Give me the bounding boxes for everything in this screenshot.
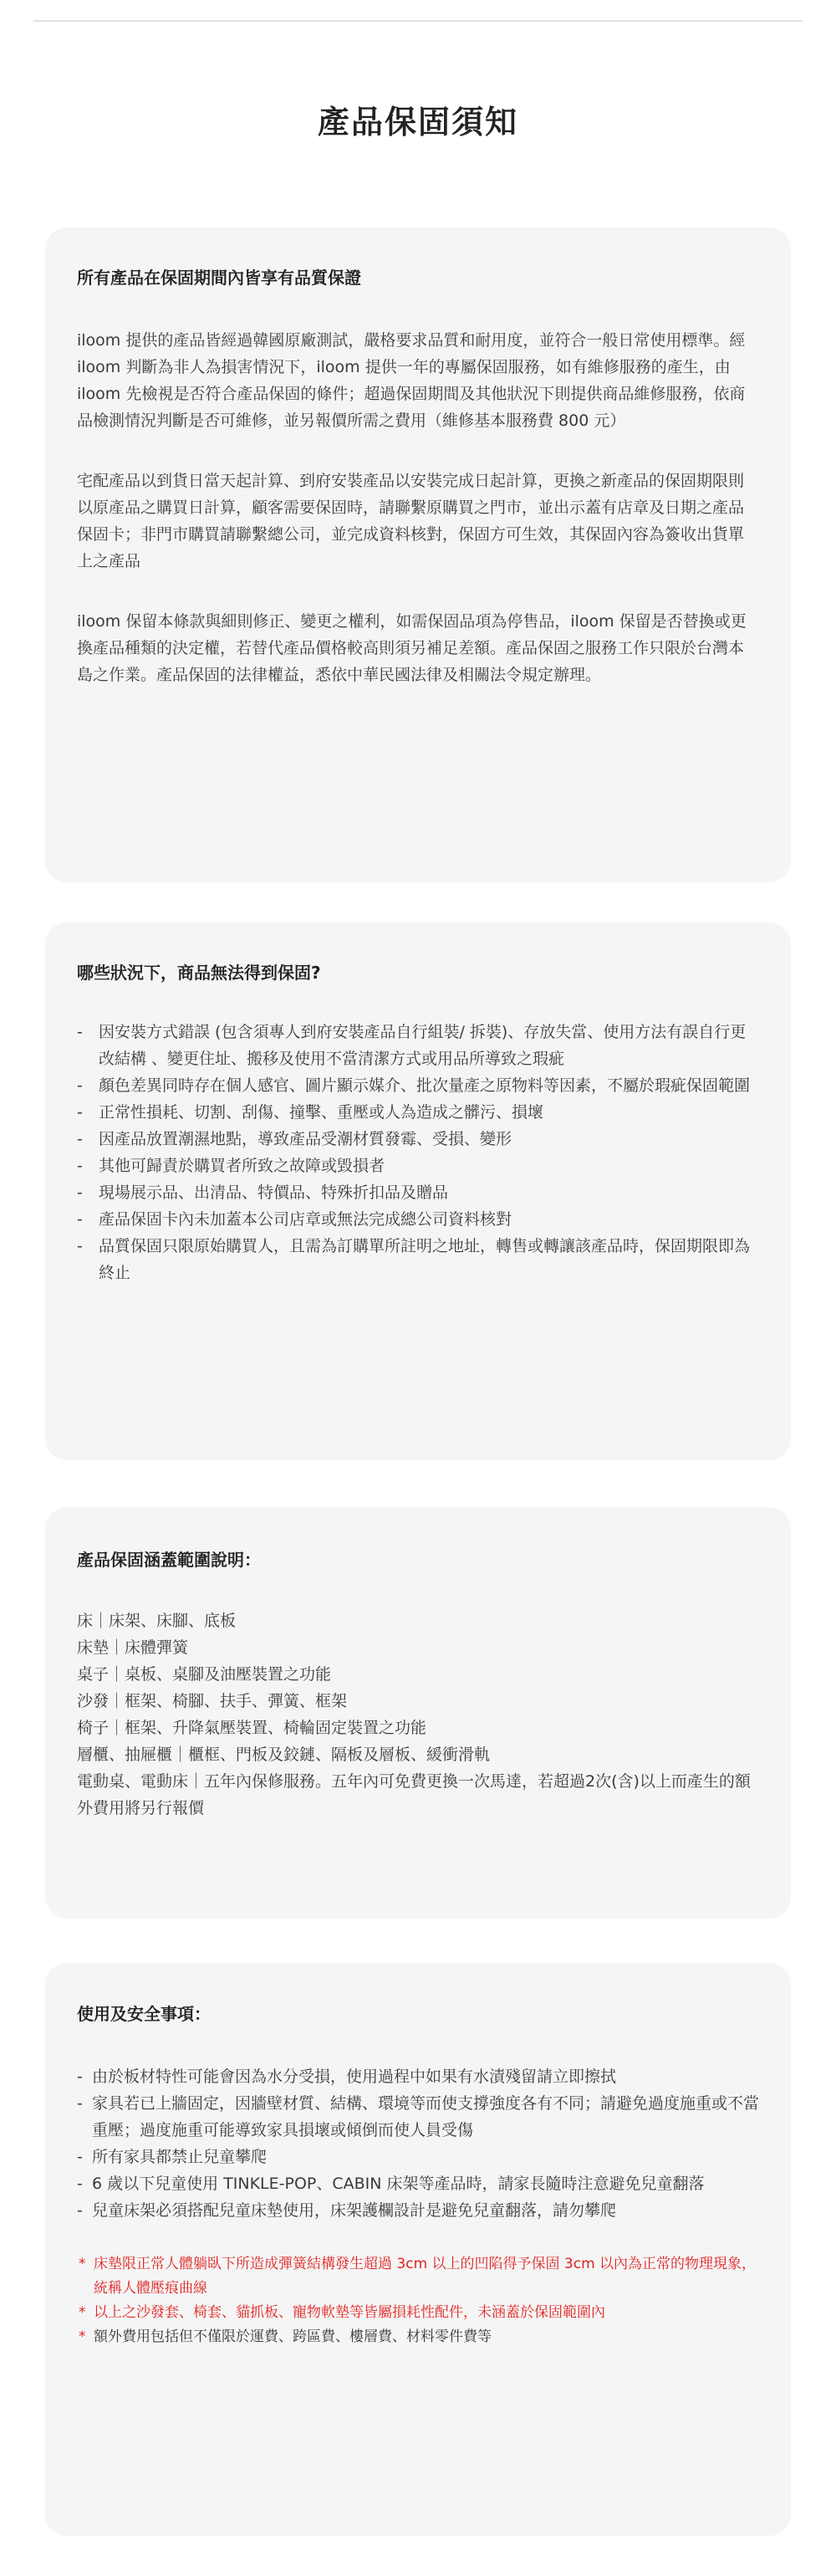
list-item: - 由於板材特性可能會因為水分受損，使用過程中如果有水漬殘留請立即擦拭: [77, 2063, 759, 2090]
list-item: - 產品保固卡內未加蓋本公司店章或無法完成總公司資料核對: [77, 1206, 759, 1233]
paragraph: iloom 保留本條款與細則修正、變更之權利，如需保固品項為停售品，iloom 保留是否替換或更換產品種類的決定權，若替代產品價格較高則須另補足差額。產品保固之服務工作只限於台灣本島之作業。產品保固的法律權益，悉依中華民國法律及相關法令規定辦理。: [77, 612, 747, 684]
note-item: * 額外費用包括但不僅限於運費、跨區費、樓層費、材料零件費等: [77, 2325, 759, 2349]
section-heading: 使用及安全事項：: [77, 2004, 211, 2024]
usage-safety-section: [45, 1963, 791, 2536]
exclusion-list: [77, 1019, 759, 1286]
safety-list: [77, 2063, 759, 2224]
warranty-exclusions-section: [45, 923, 791, 1460]
warranty-quality-section: [45, 227, 791, 882]
list-item: 沙發｜框架、椅腳、扶手、彈簧、框架: [77, 1692, 348, 1710]
list-item: 桌子｜桌板、桌腳及油壓裝置之功能: [77, 1665, 332, 1684]
list-item: - 正常性損耗、切割、刮傷、撞擊、重壓或人為造成之髒污、損壞: [77, 1099, 759, 1126]
list-item: - 兒童床架必須搭配兒童床墊使用，床架護欄設計是避免兒童翻落，請勿攀爬: [77, 2197, 759, 2224]
paragraph: 宅配產品以到貨日當天起計算、到府安裝產品以安裝完成日起計算，更換之新產品的保固期限則以原產品之購買日計算，顧客需要保固時，請聯繫原購買之門市，並出示蓋有店章及日期之產品保固卡；非門市購買請聯繫總公司，並完成資料核對，保固方可生效，其保固內容為簽收出貨單上之產品: [77, 472, 745, 570]
list-item: 床墊｜床體彈簧: [77, 1638, 189, 1657]
list-item: - 品質保固只限原始購買人，且需為訂購單所註明之地址，轉售或轉讓該產品時，保固期限即為終止: [77, 1233, 759, 1286]
note-item: * 以上之沙發套、椅套、貓抓板、寵物軟墊等皆屬損耗性配件，未涵蓋於保固範圍內: [77, 2301, 759, 2325]
notes-list: [77, 2252, 759, 2349]
list-item: - 6 歲以下兒童使用 TINKLE-POP、CABIN 床架等產品時，請家長隨時注意避免兒童翻落: [77, 2170, 759, 2197]
list-item: - 顏色差異同時存在個人感官、圖片顯示媒介、批次量產之原物料等因素，不屬於瑕疵保固範圍: [77, 1072, 759, 1099]
list-item: - 家具若已上牆固定，因牆壁材質、結構、環境等而使支撐強度各有不同；請避免過度施重或不當重壓；過度施重可能導致家具損壞或傾倒而使人員受傷: [77, 2090, 759, 2144]
list-item: - 因安裝方式錯誤 (包含須專人到府安裝產品自行組裝/ 拆裝)、存放失當、使用方法有誤自行更改結構 、變更住址、搬移及使用不當清潔方式或用品所導致之瑕疵: [77, 1019, 759, 1072]
page-title: 產品保固須知: [317, 104, 518, 141]
list-item: 電動桌、電動床｜五年內保修服務。五年內可免費更換一次馬達，若超過2次(含)以上而產生的額外費用將另行報價: [77, 1772, 751, 1817]
list-item: - 其他可歸責於購買者所致之故障或毀損者: [77, 1153, 759, 1179]
coverage-list: [77, 1607, 759, 1822]
note-item: * 床墊限正常人體躺臥下所造成彈簧結構發生超過 3cm 以上的凹陷得予保固 3cm 以內為正常的物理現象，統稱人體壓痕曲線: [77, 2252, 759, 2301]
section-heading: 所有產品在保固期間內皆享有品質保證: [77, 268, 361, 288]
section-heading: 產品保固涵蓋範圍說明：: [77, 1550, 261, 1570]
list-item: - 現場展示品、出清品、特價品、特殊折扣品及贈品: [77, 1179, 759, 1206]
list-item: - 因產品放置潮濕地點，導致產品受潮材質發霉、受損、變形: [77, 1126, 759, 1153]
list-item: 椅子｜框架、升降氣壓裝置、椅輪固定裝置之功能: [77, 1719, 427, 1737]
list-item: 床｜床架、床腳、底板: [77, 1612, 237, 1630]
list-item: 層櫃、抽屜櫃｜櫃框、門板及鉸鏈、隔板及層板、緩衝滑軌: [77, 1745, 491, 1764]
list-item: - 所有家具都禁止兒童攀爬: [77, 2144, 759, 2170]
top-divider: [33, 20, 803, 22]
section-heading: 哪些狀況下，商品無法得到保固?: [77, 963, 321, 983]
warranty-coverage-section: [45, 1507, 791, 1919]
paragraph: iloom 提供的產品皆經過韓國原廠測試，嚴格要求品質和耐用度，並符合一般日常使用標準。經 iloom 判斷為非人為損害情況下，iloom 提供一年的專屬保固服務，如有維修服務的產生，由 iloom 先檢視是否符合產品保固的條件；超過保固期間及其他狀況下則提供商品維修服務，依商品檢測情況判斷是否可維修，並另報價所需之費用（維修基本服務費 800 元）: [77, 331, 746, 430]
